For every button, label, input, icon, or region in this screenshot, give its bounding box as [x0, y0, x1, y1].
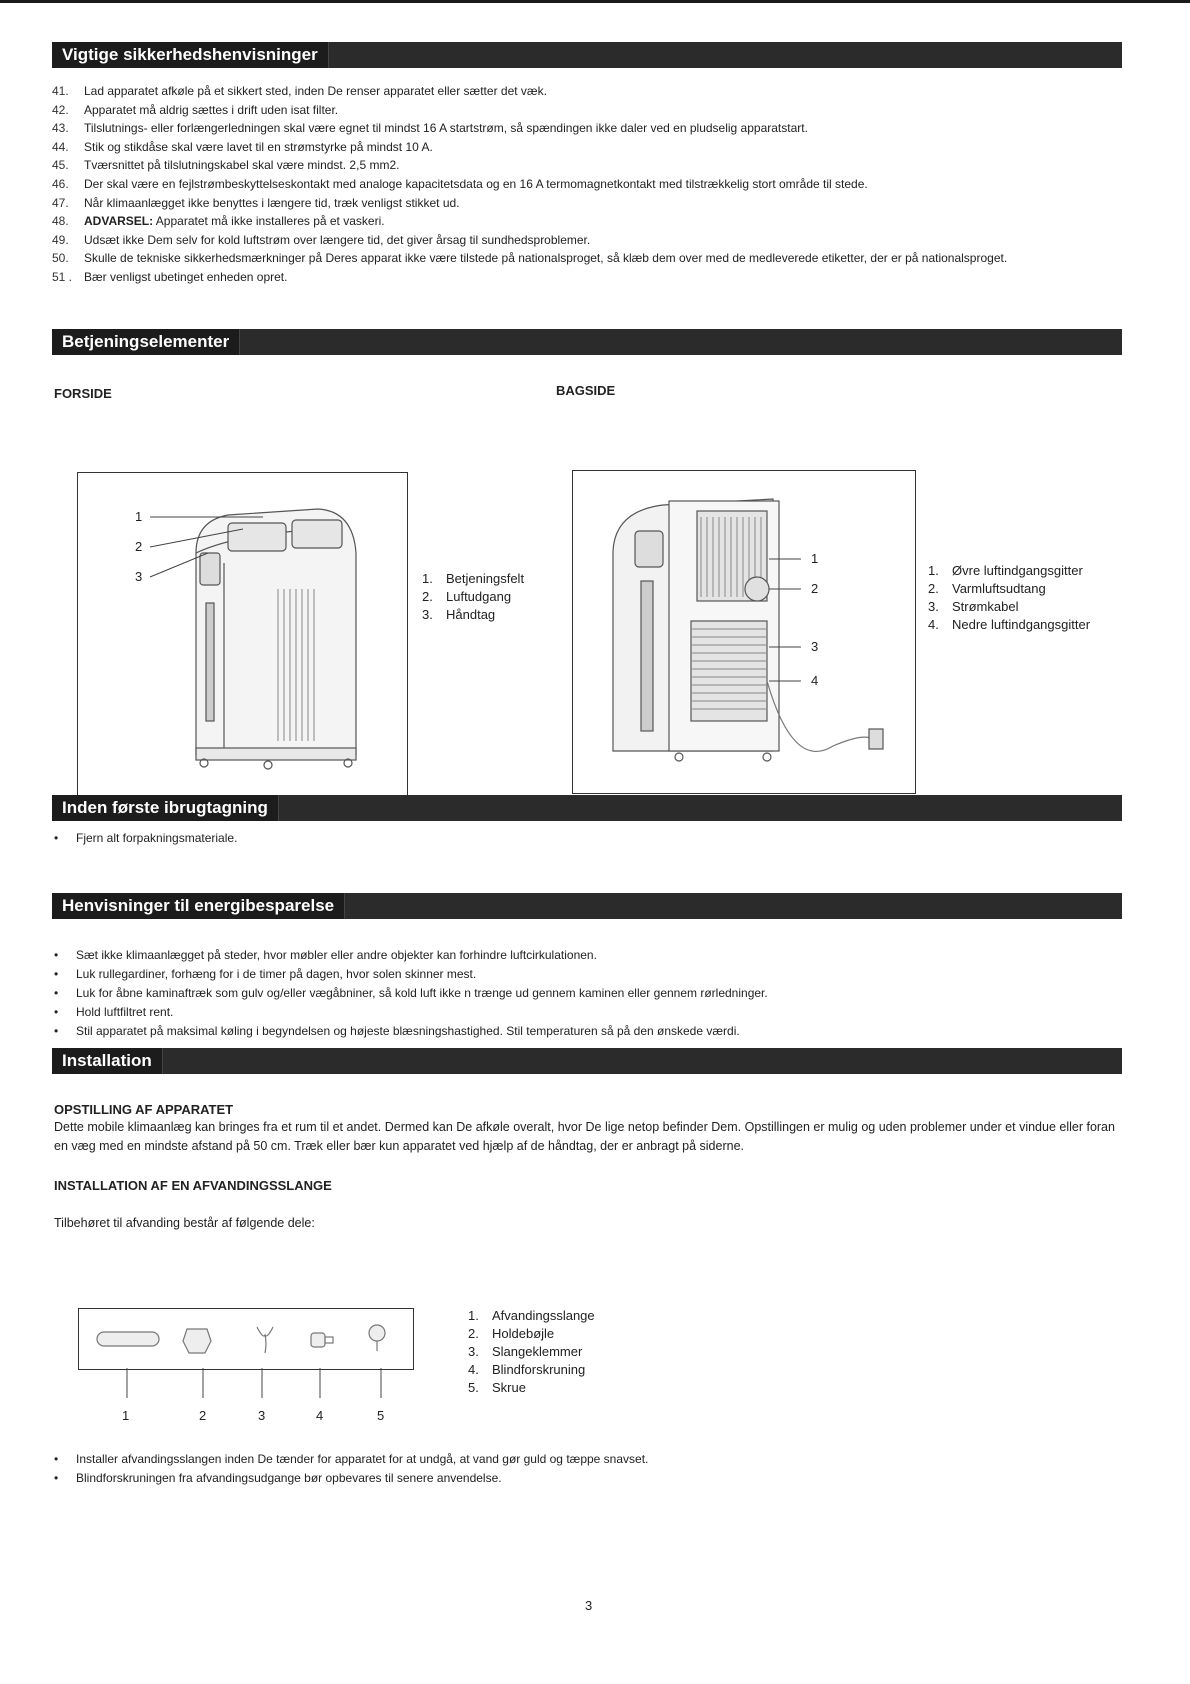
safety-item: 50. Skulle de tekniske sikkerhedsmærkninger på Deres apparat ikke være tilstede på nationalsproget, så klæb dem over med de medleverede etiketter, der er på nationalsproget.	[52, 251, 1008, 266]
legend-item: 4. Blindforskruning	[468, 1362, 586, 1377]
bullet-item: • Blindforskruningen fra afvandingsudgange bør opbevares til senere anvendelse.	[54, 1471, 502, 1485]
back-callout: 1	[811, 551, 819, 566]
safety-heading: Vigtige sikkerhedshenvisninger	[52, 42, 329, 68]
drain-intro: Tilbehøret til afvanding består af følgende dele:	[54, 1216, 315, 1230]
bullet-item: • Hold luftfiltret rent.	[54, 1005, 174, 1019]
legend-item: 1. Betjeningsfelt	[422, 571, 525, 586]
bullet-item: • Stil apparatet på maksimal køling i begyndelsen og højeste blæsningshastighed. Stil temperaturen så på den ønskede værdi.	[54, 1024, 740, 1038]
safety-list	[52, 82, 1132, 287]
safety-item: 43. Tilslutnings- eller forlængerledningen skal være egnet til mindst 16 A startstrøm, så spændingen ikke daler ved en pludselig apparatstart.	[52, 121, 808, 136]
warning-label: ADVARSEL:	[84, 214, 154, 229]
safety-section-header	[52, 42, 1122, 68]
safety-item: 47. Når klimaanlægget ikke benyttes i længere tid, træk venligst stikket ud.	[52, 195, 460, 210]
legend-item: 2. Holdebøjle	[468, 1326, 555, 1341]
back-unit-illustration	[573, 471, 915, 793]
back-callout: 3	[811, 639, 819, 654]
parts-legend	[468, 1307, 595, 1397]
parts-figure	[78, 1308, 414, 1370]
safety-item: 46. Der skal være en fejlstrømbeskyttelseskontakt med analoge kapacitetsdata og en 16 A termomagnetkontakt med tilstrækkelig stort område til stede.	[52, 176, 868, 191]
part-number: 1	[122, 1408, 130, 1423]
page-number: 3	[585, 1598, 593, 1613]
legend-item: 1. Øvre luftindgangsgitter	[928, 563, 1083, 578]
bullet-item: • Sæt ikke klimaanlægget på steder, hvor møbler eller andre objekter kan forhindre luftcirkulationen.	[54, 948, 597, 962]
legend-item: 4. Nedre luftindgangsgitter	[928, 617, 1091, 632]
energy-section-header	[52, 893, 1122, 919]
drain-subheading: INSTALLATION AF EN AFVANDINGSSLANGE	[54, 1178, 332, 1193]
bullet-item: • Luk rullegardiner, forhæng for i de timer på dagen, hvor solen skinner mest.	[54, 967, 477, 981]
bullet-item: • Installer afvandingsslangen inden De tænder for apparatet for at undgå, at vand gør guld og tæppe snavset.	[54, 1452, 649, 1466]
top-rule	[0, 0, 1190, 3]
installation-section-header	[52, 1048, 1122, 1074]
setup-paragraph: Dette mobile klimaanlæg kan bringes fra et rum til et andet. Dermed kan De afkøle overalt, hvor De lige netop befinder Dem. Opstillingen er mulig og uden problemer under et vindue eller foran en væg med en mindste afstand på 50 cm. Træk eller bær kun apparatet ved hjælp af de håndtag, der er anbragt på siderne.	[54, 1120, 1115, 1153]
energy-heading: Henvisninger til energibesparelse	[52, 893, 345, 919]
back-legend	[928, 562, 1090, 634]
front-label: FORSIDE	[54, 386, 112, 401]
installation-heading: Installation	[52, 1048, 163, 1074]
safety-item: 51 . Bær venligst ubetinget enheden opret.	[52, 269, 288, 284]
front-callout: 1	[135, 509, 143, 524]
bullet-item: • Fjern alt forpakningsmateriale.	[54, 831, 238, 845]
setup-subheading: OPSTILLING AF APPARATET	[54, 1102, 234, 1117]
controls-section-header	[52, 329, 1122, 355]
part-number: 3	[258, 1408, 266, 1423]
front-unit-illustration	[78, 473, 407, 795]
safety-item: 45. Tværsnittet på tilslutningskabel skal være mindst. 2,5 mm2.	[52, 158, 400, 173]
bullet-item: • Luk for åbne kaminaftræk som gulv og/eller vægåbniner, så kold luft ikke n trænge ud gennem kaminen eller gennem rørledninger.	[54, 986, 768, 1000]
legend-item: 3. Strømkabel	[928, 599, 1019, 614]
first-use-bullets	[54, 829, 237, 848]
first-use-section-header	[52, 795, 1122, 821]
front-legend	[422, 570, 524, 624]
back-figure	[572, 470, 916, 794]
front-callout: 2	[135, 539, 143, 554]
legend-item: 5. Skrue	[468, 1380, 526, 1395]
safety-item: 44. Stik og stikdåse skal være lavet til en strømstyrke på mindst 10 A.	[52, 139, 433, 154]
safety-item: 48. ADVARSEL: Apparatet må ikke installeres på et vaskeri.	[52, 214, 385, 229]
safety-item: 41. Lad apparatet afkøle på et sikkert sted, inden De renser apparatet eller sætter det væk.	[52, 84, 547, 98]
front-figure	[77, 472, 408, 796]
safety-item: 49. Udsæt ikke Dem selv for kold luftstrøm over længere tid, det giver årsag til sundhedsproblemer.	[52, 232, 591, 247]
energy-bullets	[54, 946, 768, 1041]
back-callout: 2	[811, 581, 819, 596]
part-number: 4	[316, 1408, 324, 1423]
part-number: 2	[199, 1408, 207, 1423]
legend-item: 2. Luftudgang	[422, 589, 512, 604]
back-callout: 4	[811, 673, 819, 688]
part-number: 5	[377, 1408, 385, 1423]
front-callout: 3	[135, 569, 143, 584]
back-label: BAGSIDE	[556, 383, 616, 398]
first-use-heading: Inden første ibrugtagning	[52, 795, 279, 821]
legend-item: 3. Slangeklemmer	[468, 1344, 583, 1359]
installation-bullets	[54, 1450, 648, 1488]
safety-item: 42. Apparatet må aldrig sættes i drift uden isat filter.	[52, 102, 339, 117]
parts-illustration	[79, 1309, 413, 1369]
legend-item: 2. Varmluftsudtang	[928, 581, 1046, 596]
controls-heading: Betjeningselementer	[52, 329, 240, 355]
legend-item: 3. Håndtag	[422, 607, 496, 622]
parts-leader-lines	[0, 1368, 420, 1448]
legend-item: 1. Afvandingsslange	[468, 1308, 595, 1323]
